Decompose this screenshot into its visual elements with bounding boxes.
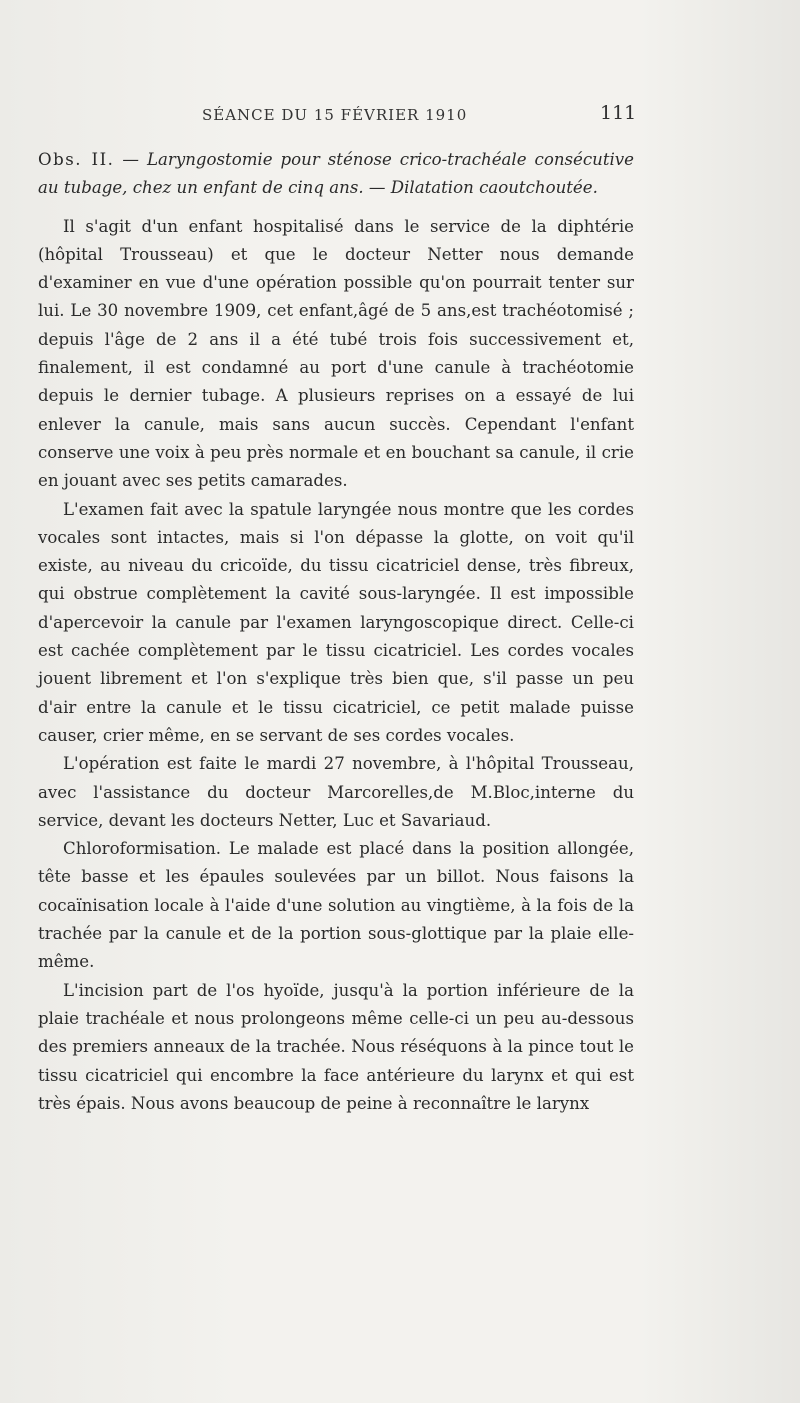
page-header (200, 102, 637, 134)
observation-title (38, 146, 634, 203)
paragraph: L'opération est faite le mardi 27 novembre, à l'hôpital Trousseau, avec l'assistance du docteur Marcorelles,de M.Bloc,interne du service, devant les docteurs Netter, Luc et Savariaud. (38, 754, 634, 830)
observation-title-text: — Laryngostomie pour sténose crico-trachéale consécutive au tubage, chez un enfant de cinq ans. — Dilatation caoutchoutée. (38, 150, 634, 198)
observation-label: Obs. II. (38, 150, 115, 169)
running-title: SÉANCE DU 15 FÉVRIER 1910 (202, 106, 468, 124)
title-spacer (38, 203, 634, 213)
page-number: 111 (600, 102, 637, 124)
body-text (38, 146, 634, 1118)
paragraph: Il s'agit d'un enfant hospitalisé dans le service de la diphtérie (hôpital Trousseau) et que le docteur Netter nous demande d'examiner en vue d'une opération possible qu'on pourrait tenter sur lui. Le 30 novembre 1909, cet enfant,âgé de 5 ans,est trachéotomisé ; depuis l'âge de 2 ans il a été tubé trois fois successivement et, finalement, il est condamné au port d'une canule à trachéotomie depuis le dernier tubage. A plusieurs reprises on a essayé de lui enlever la canule, mais sans aucun succès. Cependant l'enfant conserve une voix à peu près normale et en bouchant sa canule, il crie en jouant avec ses petits camarades. (38, 216, 634, 491)
paragraph: L'examen fait avec la spatule laryngée nous montre que les cordes vocales sont intactes, mais si l'on dépasse la glotte, on voit qu'il existe, au niveau du cricoïde, du tissu cicatriciel dense, très fibreux, qui obstrue complètement la cavité sous-laryngée. Il est impossible d'apercevoir la canule par l'examen laryngoscopique direct. Celle-ci est cachée complètement par le tissu cicatriciel. Les cordes vocales jouent librement et l'on s'explique très bien que, s'il passe un peu d'air entre la canule et le tissu cicatriciel, ce petit malade puisse causer, crier même, en se servant de ses cordes vocales. (38, 499, 634, 745)
paragraph: L'incision part de l'os hyoïde, jusqu'à la portion inférieure de la plaie trachéale et nous prolongeons même celle-ci un peu au-dessous des premiers anneaux de la trachée. Nous réséquons à la pince tout le tissu cicatriciel qui encombre la face antérieure du larynx et qui est très épais. Nous avons beaucoup de peine à reconnaître le larynx (38, 980, 634, 1113)
paragraph: Chloroformisation. Le malade est placé dans la position allongée, tête basse et les épaules soulevées par un billot. Nous faisons la cocaïnisation locale à l'aide d'une solution au vingtième, à la fois de la trachée par la canule et de la portion sous-glottique par la plaie elle-même. (38, 839, 634, 972)
